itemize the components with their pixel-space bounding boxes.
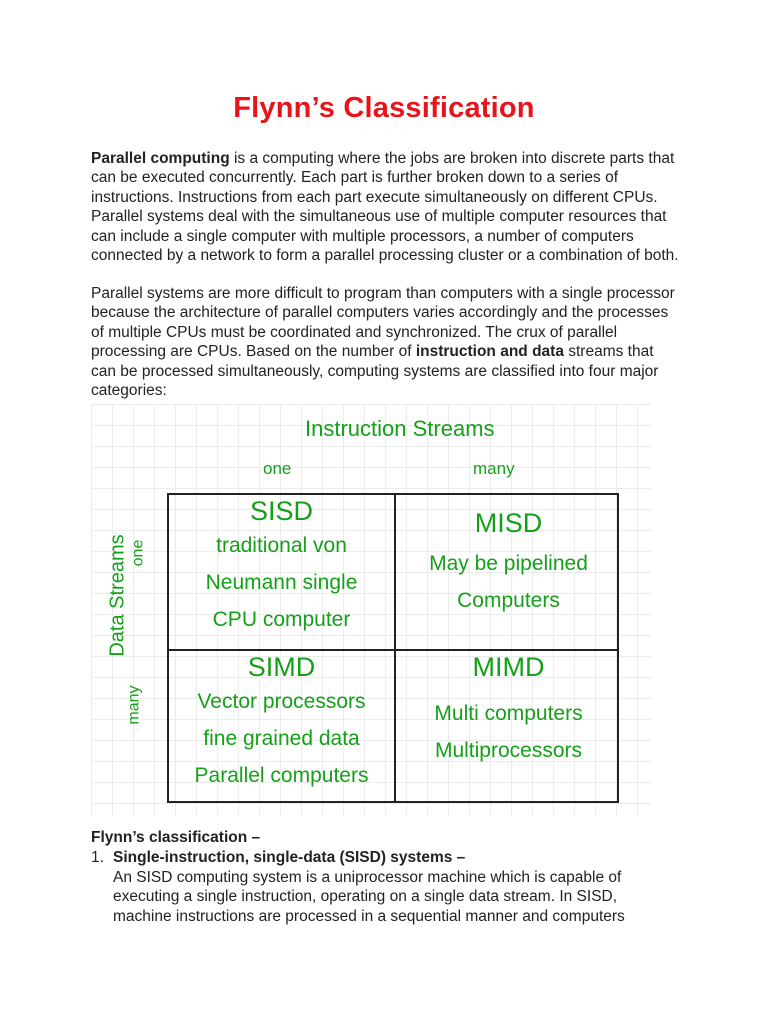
bold-term-instruction-data: instruction and data: [415, 343, 564, 361]
simd-line: fine grained data: [203, 727, 360, 750]
misd-heading: MISD: [474, 508, 543, 538]
classification-grid: [167, 493, 619, 803]
row-many-label: many: [125, 685, 143, 725]
simd-line: Parallel computers: [194, 764, 369, 787]
cell-sisd: [169, 495, 394, 638]
mimd-heading: MIMD: [472, 652, 545, 682]
second-paragraph: [91, 284, 681, 400]
page-title: Flynn’s Classification: [233, 92, 535, 124]
p2-text: Parallel systems are more difficult to program than computers with a single processor because the architecture of parallel computers varies accordingly and the processes of multiple CPUs must be coordinated and synchronized. The crux of parallel processing are CPUs. Based on the number of: [91, 285, 675, 361]
data-streams-label: Data Streams: [106, 534, 129, 657]
simd-heading: SIMD: [247, 652, 316, 682]
intro-paragraph: [91, 149, 681, 265]
sisd-heading: SISD: [249, 496, 314, 526]
intro-text: is a computing where the jobs are broken into discrete parts that can be executed concurrently. Each part is further broken down to a series of instructions. Instructions from each part execute simultaneously on different CPUs. Parallel systems deal with the simultaneous use of multiple computer resources that can include a single computer with multiple processors, a number of computers connected by a network to form a parallel processing cluster or a combination of both.: [91, 150, 679, 265]
section-heading: Flynn’s classification –: [91, 829, 261, 846]
cell-mimd: [396, 651, 621, 769]
bold-term-parallel-computing: Parallel computing: [91, 150, 230, 167]
misd-line: May be pipelined: [429, 552, 588, 575]
sisd-line: CPU computer: [212, 608, 351, 631]
p2-tail: streams that can be processed simultaneously, computing systems are classified into four major categories:: [91, 343, 659, 400]
list-number: 1.: [91, 849, 104, 866]
column-many-label: many: [473, 459, 515, 478]
misd-line: Computers: [457, 589, 560, 612]
cell-simd: [169, 651, 394, 794]
column-one-label: one: [263, 459, 292, 478]
instruction-streams-label: Instruction Streams: [305, 416, 495, 441]
sisd-line: traditional von: [216, 534, 347, 557]
row-one-label: one: [129, 539, 147, 567]
mimd-line: Multiprocessors: [434, 739, 583, 762]
flynn-diagram: [91, 404, 651, 816]
mimd-line: Multi computers: [434, 702, 583, 725]
sisd-line: Neumann single: [205, 571, 358, 594]
simd-line: Vector processors: [197, 690, 366, 713]
list-item-body: An SISD computing system is a uniprocessor machine which is capable of executing a single instruction, operating on a single data stream. In SISD, machine instructions are processed in a sequential manner and computers: [113, 869, 625, 925]
list-item-heading: Single-instruction, single-data (SISD) systems –: [113, 849, 466, 866]
cell-misd: [396, 507, 621, 619]
